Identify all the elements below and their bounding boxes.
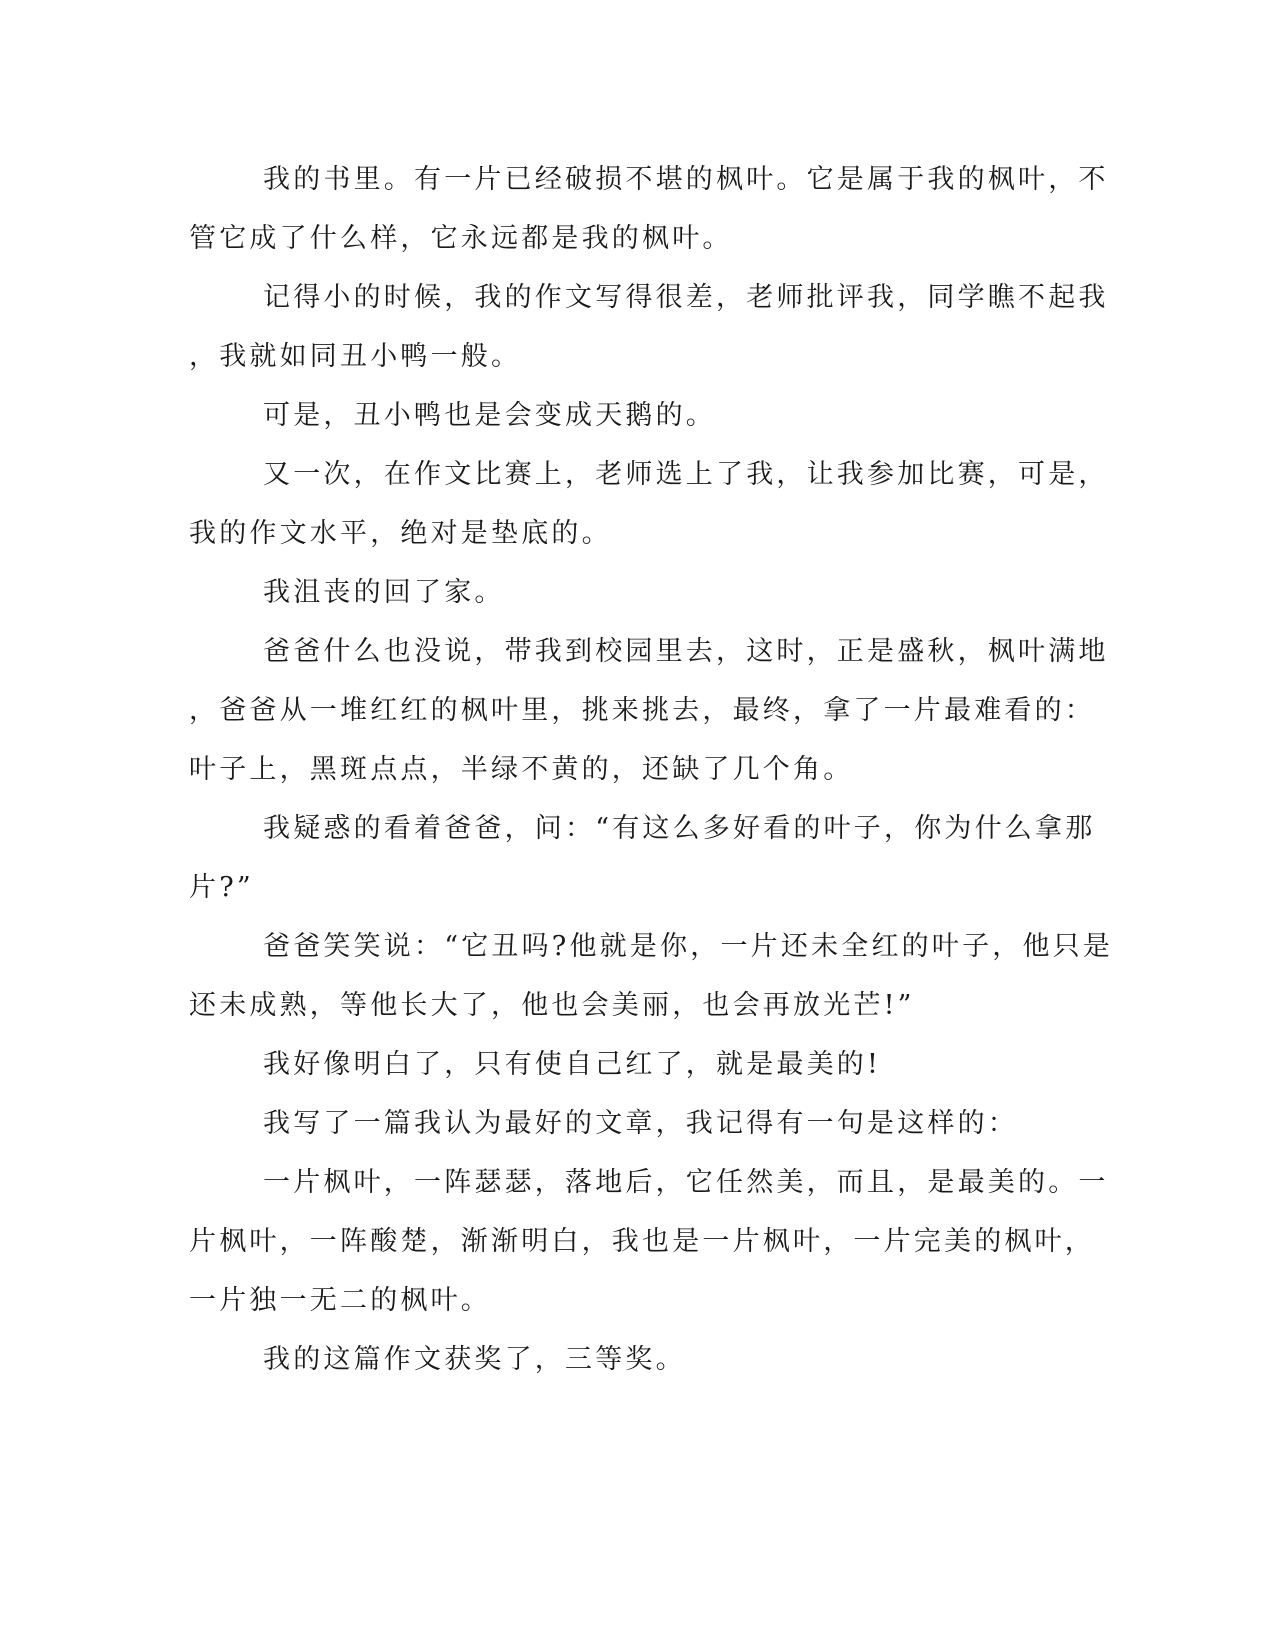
text-line: 记得小的时候，我的作文写得很差，老师批评我，同学瞧不起我 [263,282,1109,313]
text-line: 一片独一无二的枫叶。 [189,1285,491,1316]
text-line: 又一次，在作文比赛上，老师选上了我，让我参加比赛，可是， [263,459,1109,490]
text-line: 我的这篇作文获奖了，三等奖。 [263,1344,686,1375]
text-line: 爸爸笑笑说：“它丑吗?他就是你，一片还未全红的叶子，他只是 [263,931,1114,962]
text-line: 还未成熟，等他长大了，他也会美丽，也会再放光芒!” [189,990,915,1021]
text-line: 片?” [189,872,254,903]
text-line: 我的作文水平，绝对是垫底的。 [189,518,612,549]
text-line: 可是，丑小鸭也是会变成天鹅的。 [263,400,716,431]
text-line: 管它成了什么样，它永远都是我的枫叶。 [189,223,733,254]
text-line: 我的书里。有一片已经破损不堪的枫叶。它是属于我的枫叶，不 [263,164,1109,195]
text-line: 爸爸什么也没说，带我到校园里去，这时，正是盛秋，枫叶满地 [263,636,1109,667]
text-line: 我好像明白了，只有使自己红了，就是最美的! [263,1049,882,1080]
text-line: ，爸爸从一堆红红的枫叶里，挑来挑去，最终，拿了一片最难看的： [189,695,1095,726]
text-line: 一片枫叶，一阵瑟瑟，落地后，它任然美，而且，是最美的。一 [263,1167,1109,1198]
text-line: 片枫叶，一阵酸楚，渐渐明白，我也是一片枫叶，一片完美的枫叶， [189,1226,1095,1257]
text-line: 我疑惑的看着爸爸，问：“有这么多好看的叶子，你为什么拿那 [263,813,1096,844]
text-line: ，我就如同丑小鸭一般。 [189,341,522,372]
text-line: 叶子上，黑斑点点，半绿不黄的，还缺了几个角。 [189,754,854,785]
text-line: 我沮丧的回了家。 [263,577,505,608]
text-line: 我写了一篇我认为最好的文章，我记得有一句是这样的： [263,1108,1018,1139]
